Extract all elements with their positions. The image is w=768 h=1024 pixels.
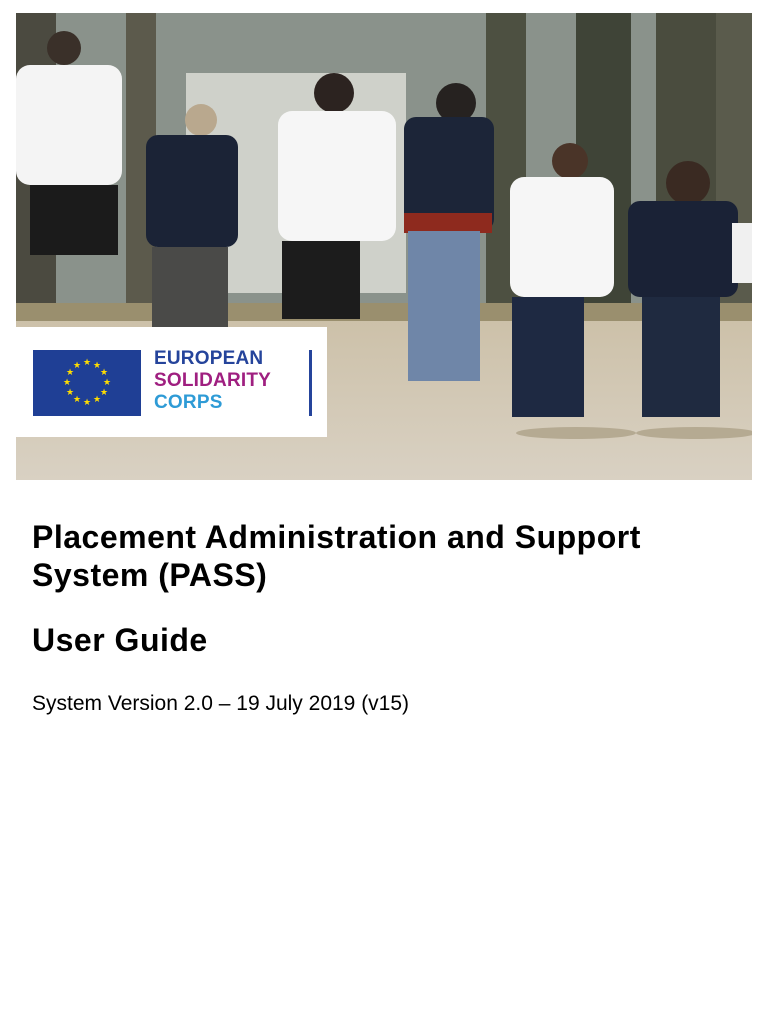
logo-divider [309,350,312,416]
svg-text:★: ★ [82,357,92,367]
logo-line-corps: CORPS [154,392,223,413]
svg-text:★: ★ [72,360,82,370]
svg-text:★: ★ [82,397,92,407]
svg-text:★: ★ [65,367,75,377]
svg-text:★: ★ [99,367,109,377]
logo-line-solidarity: SOLIDARITY [154,370,272,391]
esc-logo [16,327,327,437]
svg-text:★: ★ [99,387,109,397]
svg-text:★: ★ [92,360,102,370]
svg-text:★: ★ [92,394,102,404]
svg-text:★: ★ [65,387,75,397]
document-subtitle: User Guide [32,622,208,658]
logo-line-european: EUROPEAN [154,348,264,369]
svg-text:★: ★ [72,394,82,404]
svg-text:★: ★ [102,377,112,387]
svg-text:★: ★ [62,377,72,387]
logo-wordmark [154,348,271,414]
eu-flag-icon [33,350,141,416]
document-version: System Version 2.0 – 19 July 2019 (v15) [32,692,410,715]
document-title: Placement Administration and Support System (PASS) [32,519,641,593]
